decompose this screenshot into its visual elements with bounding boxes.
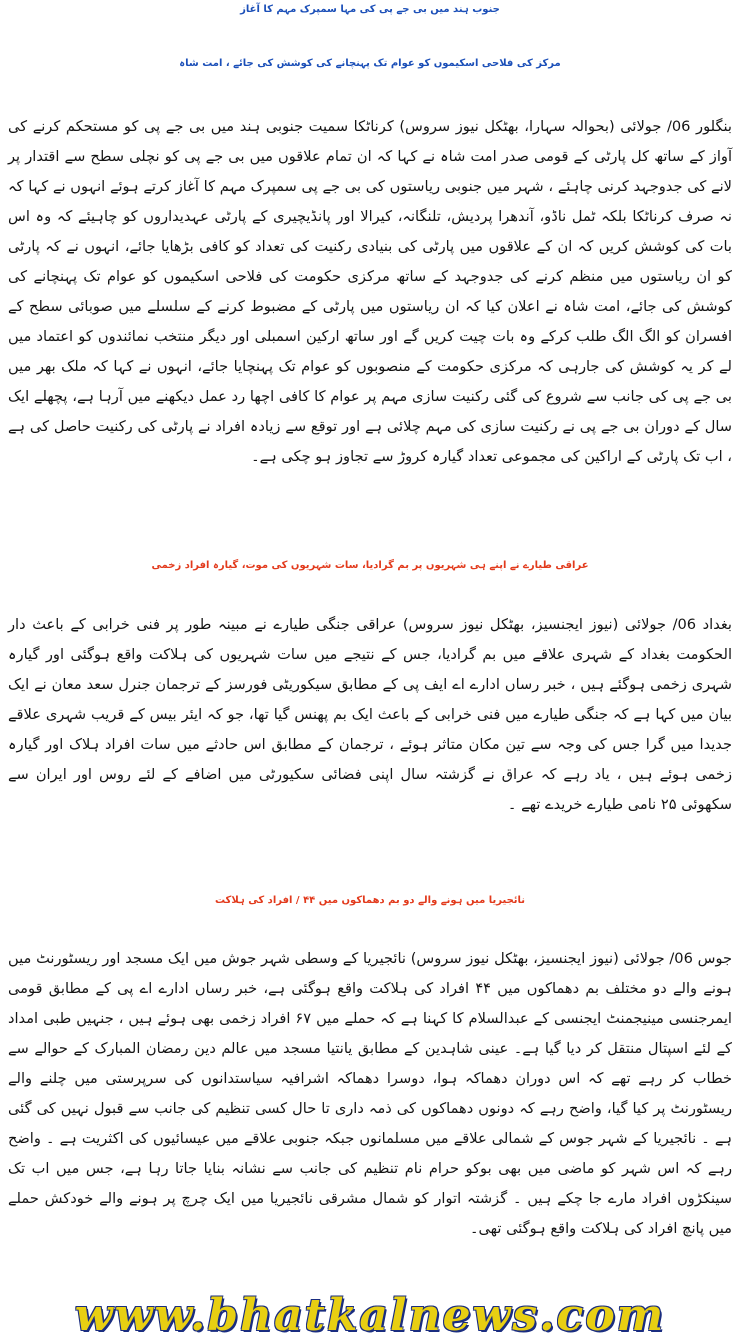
article3-headline: نائجیریا میں ہونے والے دو بم دھماکوں میں ۴۴ / افراد کی ہلاکت <box>214 895 526 906</box>
article3-body: جوس 06/ جولائی (نیوز ایجنسیز، بھٹکل نیوز سروس) نائجیریا کے وسطی شہر جوش میں ایک مسجد اور ریسٹورنٹ میں ہونے والے دو مختلف بم دھماکوں میں ۴۴ افراد کی ہلاکت واقع ہوگئی ہے، خبر رساں ادارے اے پی کے مطابق قومی ایمرجنسی مینیجمنٹ ایجنسی کے عبدالسلام کا کہنا ہے کہ حملے میں ۶۷ افراد زخمی بھی ہوئے ہیں ، جنہیں طبی امداد کے لئے اسپتال منتقل کر دیا گیا ہے۔ عینی شاہدین کے مطابق یانتیا مسجد میں عالم دین رمضان المبارک کے حوالے سے خطاب کر رہے تھے کہ اس دوران دھماکہ ہوا، دوسرا دھماکہ اشرافیہ سیاستدانوں کی سرپرستی میں چلنے والے ریسٹورنٹ پر کیا گیا، واضح رہے کہ دونوں دھماکوں کی ذمہ داری تا حال کسی تنظیم کی جانب سے قبول نہیں کی گئی ہے ۔ نائجیریا کے شہر جوس کے شمالی علاقے میں مسلمانوں جبکہ جنوبی علاقے میں عیسائیوں کی اکثریت ہے ۔ واضح رہے کہ اس شہر کو ماضی میں بھی بوکو حرام نام تنظیم کی جانب سے نشانہ بنایا جاتا رہا ہے، جس میں اب تک سینکڑوں افراد مارے جا چکے ہیں ۔ گزشتہ اتوار کو شمال مشرقی نائجیریا میں ایک چرچ پر ہونے والے خودکش حملے میں پانچ افراد کی ہلاکت واقع ہوگئی تھی۔ <box>8 950 732 1237</box>
footer-banner <box>0 1290 740 1340</box>
article1-subheadline: مرکز کی فلاحی اسکیموں کو عوام تک پہنچانے کی کوشش کی جائے ، امت شاہ <box>179 58 561 69</box>
article2-headline: عراقی طیارے نے اپنے ہی شہریوں پر بم گرادیا، سات شہریوں کی موت، گیارہ افراد زخمی <box>151 560 589 571</box>
site-url: www.bhatkalnews.com <box>74 1289 666 1341</box>
article1-headline: جنوب ہند میں بی جے پی کی مہا سمپرک مہم کا آغاز <box>240 4 500 15</box>
article2-body: بغداد 06/ جولائی (نیوز ایجنسیز، بھٹکل نیوز سروس) عراقی جنگی طیارے نے مبینہ طور پر فنی خرابی کے باعث دار الحکومت بغداد کے شہری علاقے میں بم گرادیا، جس کے نتیجے میں سات شہریوں کی ہلاکت واقع ہوگئی اور گیارہ شہری زخمی ہوگئے ہیں ، خبر رساں ادارے اے ایف پی کے مطابق سیکوریٹی فورسز کے ترجمان جنرل سعد معان نے ایک بیان میں کہا ہے کہ جنگی طیارے میں فنی خرابی کے باعث ایک بم پھنس گیا تھا، جو کہ ایئر بیس کے قریب شہری علاقے جدیدا میں گرا جس کی وجہ سے تین مکان متاثر ہوئے ، ترجمان کے مطابق اس حادثے میں سات افراد ہلاک اور گیارہ زخمی ہوئے ہیں ، یاد رہے کہ عراق نے گزشتہ سال اپنی فضائی سکیورٹی میں اضافے کے لئے روس اور ایران سے سکھوئی ۲۵ نامی طیارے خریدے تھے ۔ <box>8 616 732 813</box>
article1-body: بنگلور 06/ جولائی (بحوالہ سہارا، بھٹکل نیوز سروس) کرناٹکا سمیت جنوبی ہند میں بی جے پی کو مستحکم کرنے کی آواز کے ساتھ کل پارٹی کے قومی صدر امت شاہ نے کہا کہ ان تمام علاقوں میں بی جے پی کو نچلی سطح سے اقتدار پر لانے کی جدوجہد کرنی چاہئے ، شہر میں جنوبی ریاستوں کی بی جے پی سمپرک مہم کا آغاز کرتے ہوئے انہوں نے کہا کہ نہ صرف کرناٹکا بلکہ ٹمل ناڈو، آندھرا پردیش، تلنگانہ، کیرالا اور پانڈیچیری کے پارٹی عہدیداروں کو چاہیئے کہ وہ اس بات کی کوشش کریں کہ ان کے علاقوں میں پارٹی کی بنیادی رکنیت کی تعداد کو کافی بڑھایا جائے، انہوں نے کہ پارٹی کو ان ریاستوں میں منظم کرنے کی جدوجہد کے ساتھ مرکزی حکومت کی فلاحی اسکیموں کو عوام تک پہنچانے کی کوشش کی جائے، امت شاہ نے اعلان کیا کہ ان ریاستوں میں پارٹی کے مضبوط کرنے کے سلسلے میں صوبائی سطح کے افسران کو الگ الگ طلب کرکے وہ بات چیت کریں گے اور ساتھ ارکین اسمبلی اور دیگر منتخب نمائندوں کو اعتماد میں لے کر یہ کوشش کی جارہی کہ مرکزی حکومت کے منصوبوں کو عوام تک پہنچایا جائے، انہوں نے کہا کہ ملک بھر میں بی جے پی کی جانب سے شروع کی گئی رکنیت سازی مہم پر عوام کا کافی اچھا رد عمل دیکھنے میں آرہا ہے، پچھلے ایک سال کے دوران بی جے پی نے رکنیت سازی کی مہم چلائی ہے اور توقع سے زیادہ افراد نے پارٹی کی رکنیت حاصل کی ہے ، اب تک پارٹی کے اراکین کی مجموعی تعداد گیارہ کروڑ سے تجاوز ہو چکی ہے۔ <box>8 118 732 465</box>
